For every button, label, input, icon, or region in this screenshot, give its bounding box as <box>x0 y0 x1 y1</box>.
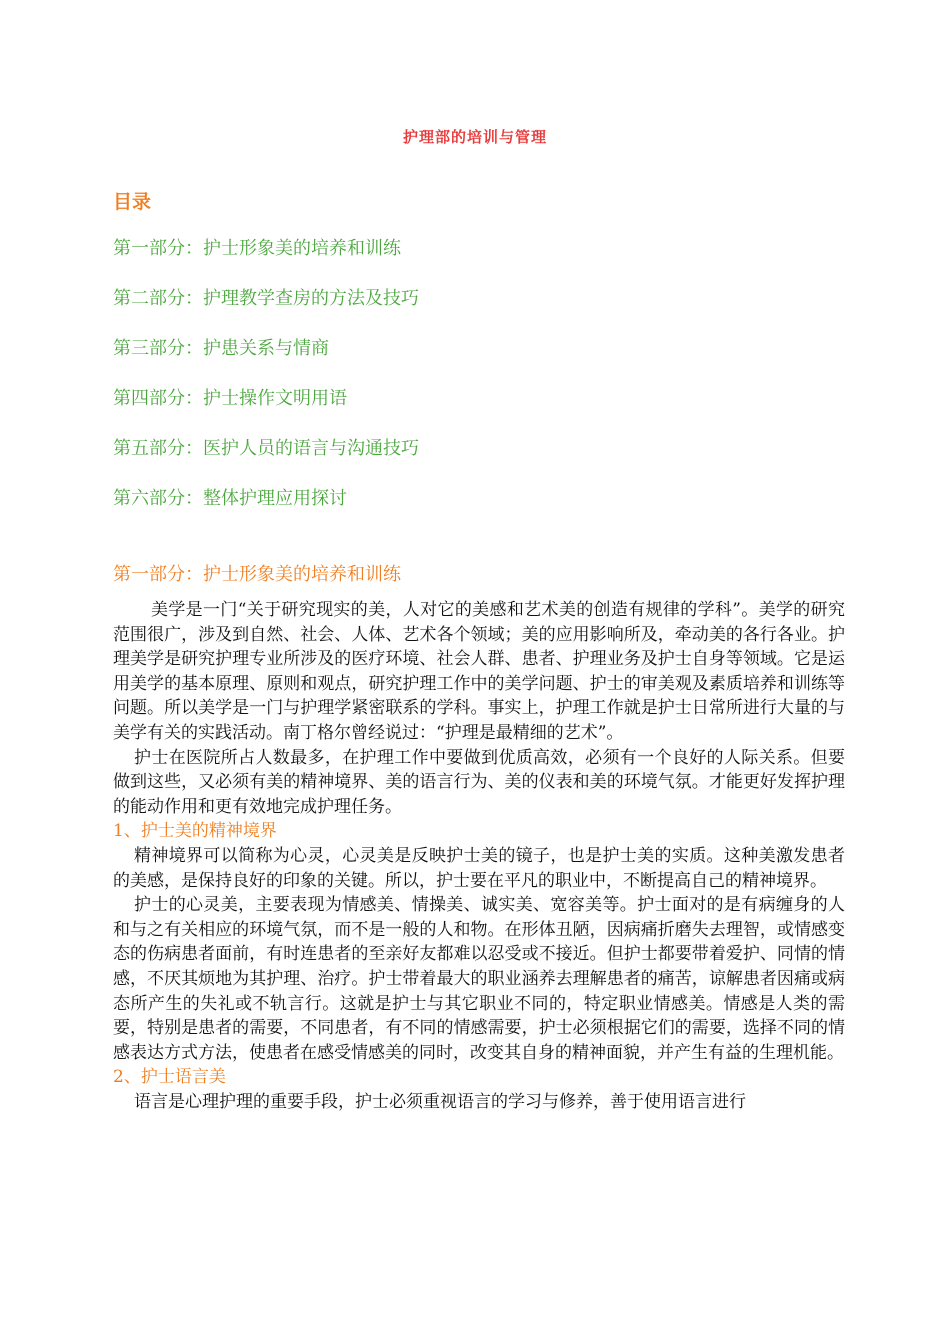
toc-item-part-1[interactable]: 第一部分：护士形象美的培养和训练 <box>113 238 401 259</box>
toc-item-part-5[interactable]: 第五部分：医护人员的语言与沟通技巧 <box>113 438 419 459</box>
subsection-heading-spirit: 1、护士美的精神境界 <box>113 821 277 842</box>
subsection-heading-language: 2、护士语言美 <box>113 1067 226 1088</box>
toc-item-part-4[interactable]: 第四部分：护士操作文明用语 <box>113 388 347 409</box>
toc-item-part-6[interactable]: 第六部分：整体护理应用探讨 <box>113 488 347 509</box>
paragraph: 护士的心灵美，主要表现为情感美、情操美、诚实美、宽容美等。护士面对的是有病缠身的人和与之有关相应的环境气氛，而不是一般的人和物。在形体丑陋，因病痛折磨失去理智，或情感变态的伤病患者面前，有时连患者的至亲好友都难以忍受或不接近。但护士都要带着爱护、同情的情感，不厌其烦地为其护理、治疗。护士带着最大的职业涵养去理解患者的痛苦，谅解患者因痛或病态所产生的失礼或不轨言行。这就是护士与其它职业不同的，特定职业情感美。情感是人类的需要，特别是患者的需要，不同患者，有不同的情感需要，护士必须根据它们的需要，选择不同的情感表达方式方法，使患者在感受情感美的同时，改变其自身的精神面貌，并产生有益的生理机能。 <box>113 895 845 1063</box>
document-title: 护理部的培训与管理 <box>402 128 547 146</box>
paragraph: 语言是心理护理的重要手段，护士必须重视语言的学习与修养，善于使用语言进行 <box>134 1091 746 1112</box>
toc-item-part-3[interactable]: 第三部分：护患关系与情商 <box>113 338 329 359</box>
table-of-contents <box>113 236 419 536</box>
toc-heading: 目录 <box>113 191 152 213</box>
paragraph: 美学是一门“关于研究现实的美，人对它的美感和艺术美的创造有规律的学科”。美学的研究范围很广，涉及到自然、社会、人体、艺术各个领域；美的应用影响所及，牵动美的各行各业。护理美学是研究护理专业所涉及的医疗环境、社会人群、患者、护理业务及护士自身等领域。它是运用美学的基本原理、原则和观点，研究护理工作中的美学问题、护士的审美观及素质培养和训练等问题。所以美学是一门与护理学紧密联系的学科。事实上，护理工作就是护士日常所进行大量的与美学有关的实践活动。南丁格尔曾经说过：“护理是最精细的艺术”。 <box>113 600 845 743</box>
paragraph: 精神境界可以简称为心灵，心灵美是反映护士美的镜子，也是护士美的实质。这种美激发患者的美感，是保持良好的印象的关键。所以，护士要在平凡的职业中，不断提高自己的精神境界。 <box>113 845 845 891</box>
section-heading-part-1: 第一部分：护士形象美的培养和训练 <box>113 564 401 585</box>
section-body <box>113 598 845 1114</box>
toc-item-part-2[interactable]: 第二部分：护理教学查房的方法及技巧 <box>113 288 419 309</box>
paragraph: 护士在医院所占人数最多，在护理工作中要做到优质高效，必须有一个良好的人际关系。但要做到这些，又必须有美的精神境界、美的语言行为、美的仪表和美的环境气氛。才能更好发挥护理的能动作用和更有效地完成护理任务。 <box>113 747 845 817</box>
